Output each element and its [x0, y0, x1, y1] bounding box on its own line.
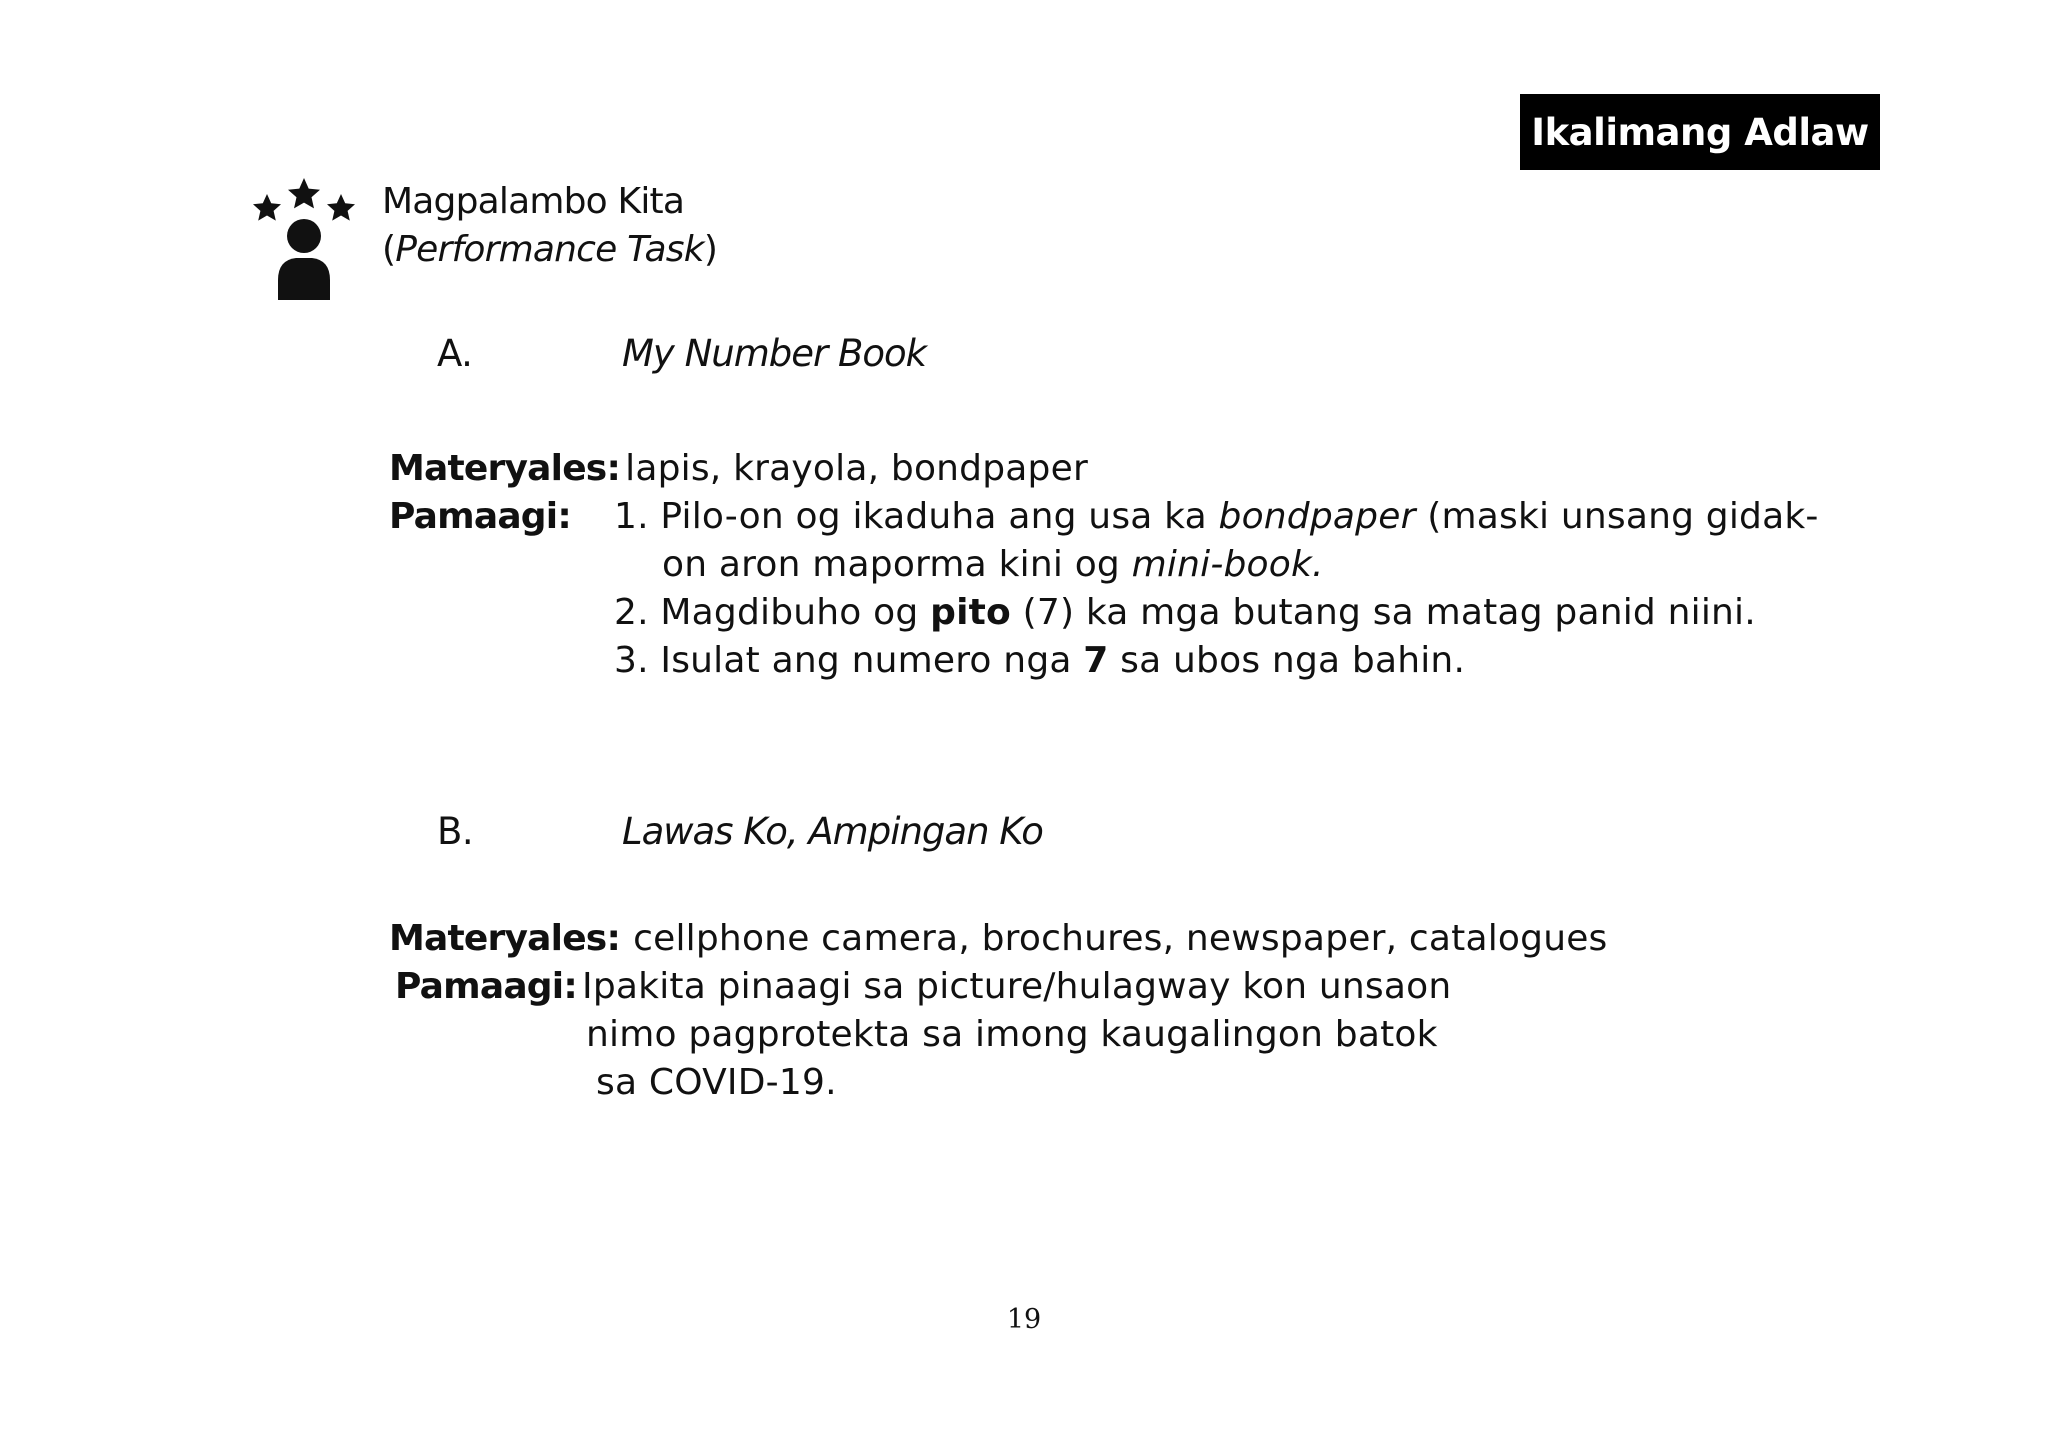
person-body-icon	[278, 258, 330, 300]
day-badge: Ikalimang Adlaw	[1520, 94, 1880, 170]
star-icon	[327, 194, 355, 221]
part-a-step-1-cont: on aron maporma kini og mini-book.	[662, 544, 1324, 585]
part-b-title: Lawas Ko, Ampingan Ko	[622, 810, 1043, 853]
part-b-letter: B.	[437, 810, 474, 853]
person-head-icon	[287, 219, 321, 253]
page-number: 19	[1006, 1304, 1042, 1335]
star-icon	[253, 194, 281, 221]
steps-line-1: Ipakita pinaagi sa picture/hulagway kon unsaon	[582, 966, 1452, 1007]
part-a-steps-label: Pamaagi:	[389, 496, 571, 537]
part-a-step-3: 3. Isulat ang numero nga 7 sa ubos nga bahin.	[614, 640, 1466, 681]
part-a-step-1: 1. Pilo-on og ikaduha ang usa ka bondpaper (maski unsang gidak-	[614, 496, 1819, 537]
materials-label: Materyales:	[389, 448, 621, 489]
part-b-steps	[395, 966, 1451, 1007]
part-a-letter: A.	[437, 332, 473, 375]
part-b-steps-line-2: nimo pagprotekta sa imong kaugalingon batok	[586, 1014, 1438, 1055]
materials-value: lapis, krayola, bondpaper	[625, 448, 1088, 489]
section-title	[382, 178, 717, 274]
part-a-materials	[389, 448, 1088, 489]
materials-label: Materyales:	[389, 918, 621, 959]
part-b-materials	[389, 918, 1608, 959]
steps-label: Pamaagi:	[395, 966, 577, 1007]
performance-task-person-with-stars-icon	[250, 178, 358, 300]
section-subtitle: (Performance Task)	[382, 229, 718, 270]
materials-value: cellphone camera, brochures, newspaper, catalogues	[633, 918, 1608, 959]
part-b-steps-line-3: sa COVID-19.	[596, 1062, 837, 1103]
star-icon	[288, 178, 320, 208]
part-a-title: My Number Book	[622, 332, 927, 375]
section-title-text: Magpalambo Kita	[382, 181, 685, 222]
part-a-step-2: 2. Magdibuho og pito (7) ka mga butang sa matag panid niini.	[614, 592, 1756, 633]
